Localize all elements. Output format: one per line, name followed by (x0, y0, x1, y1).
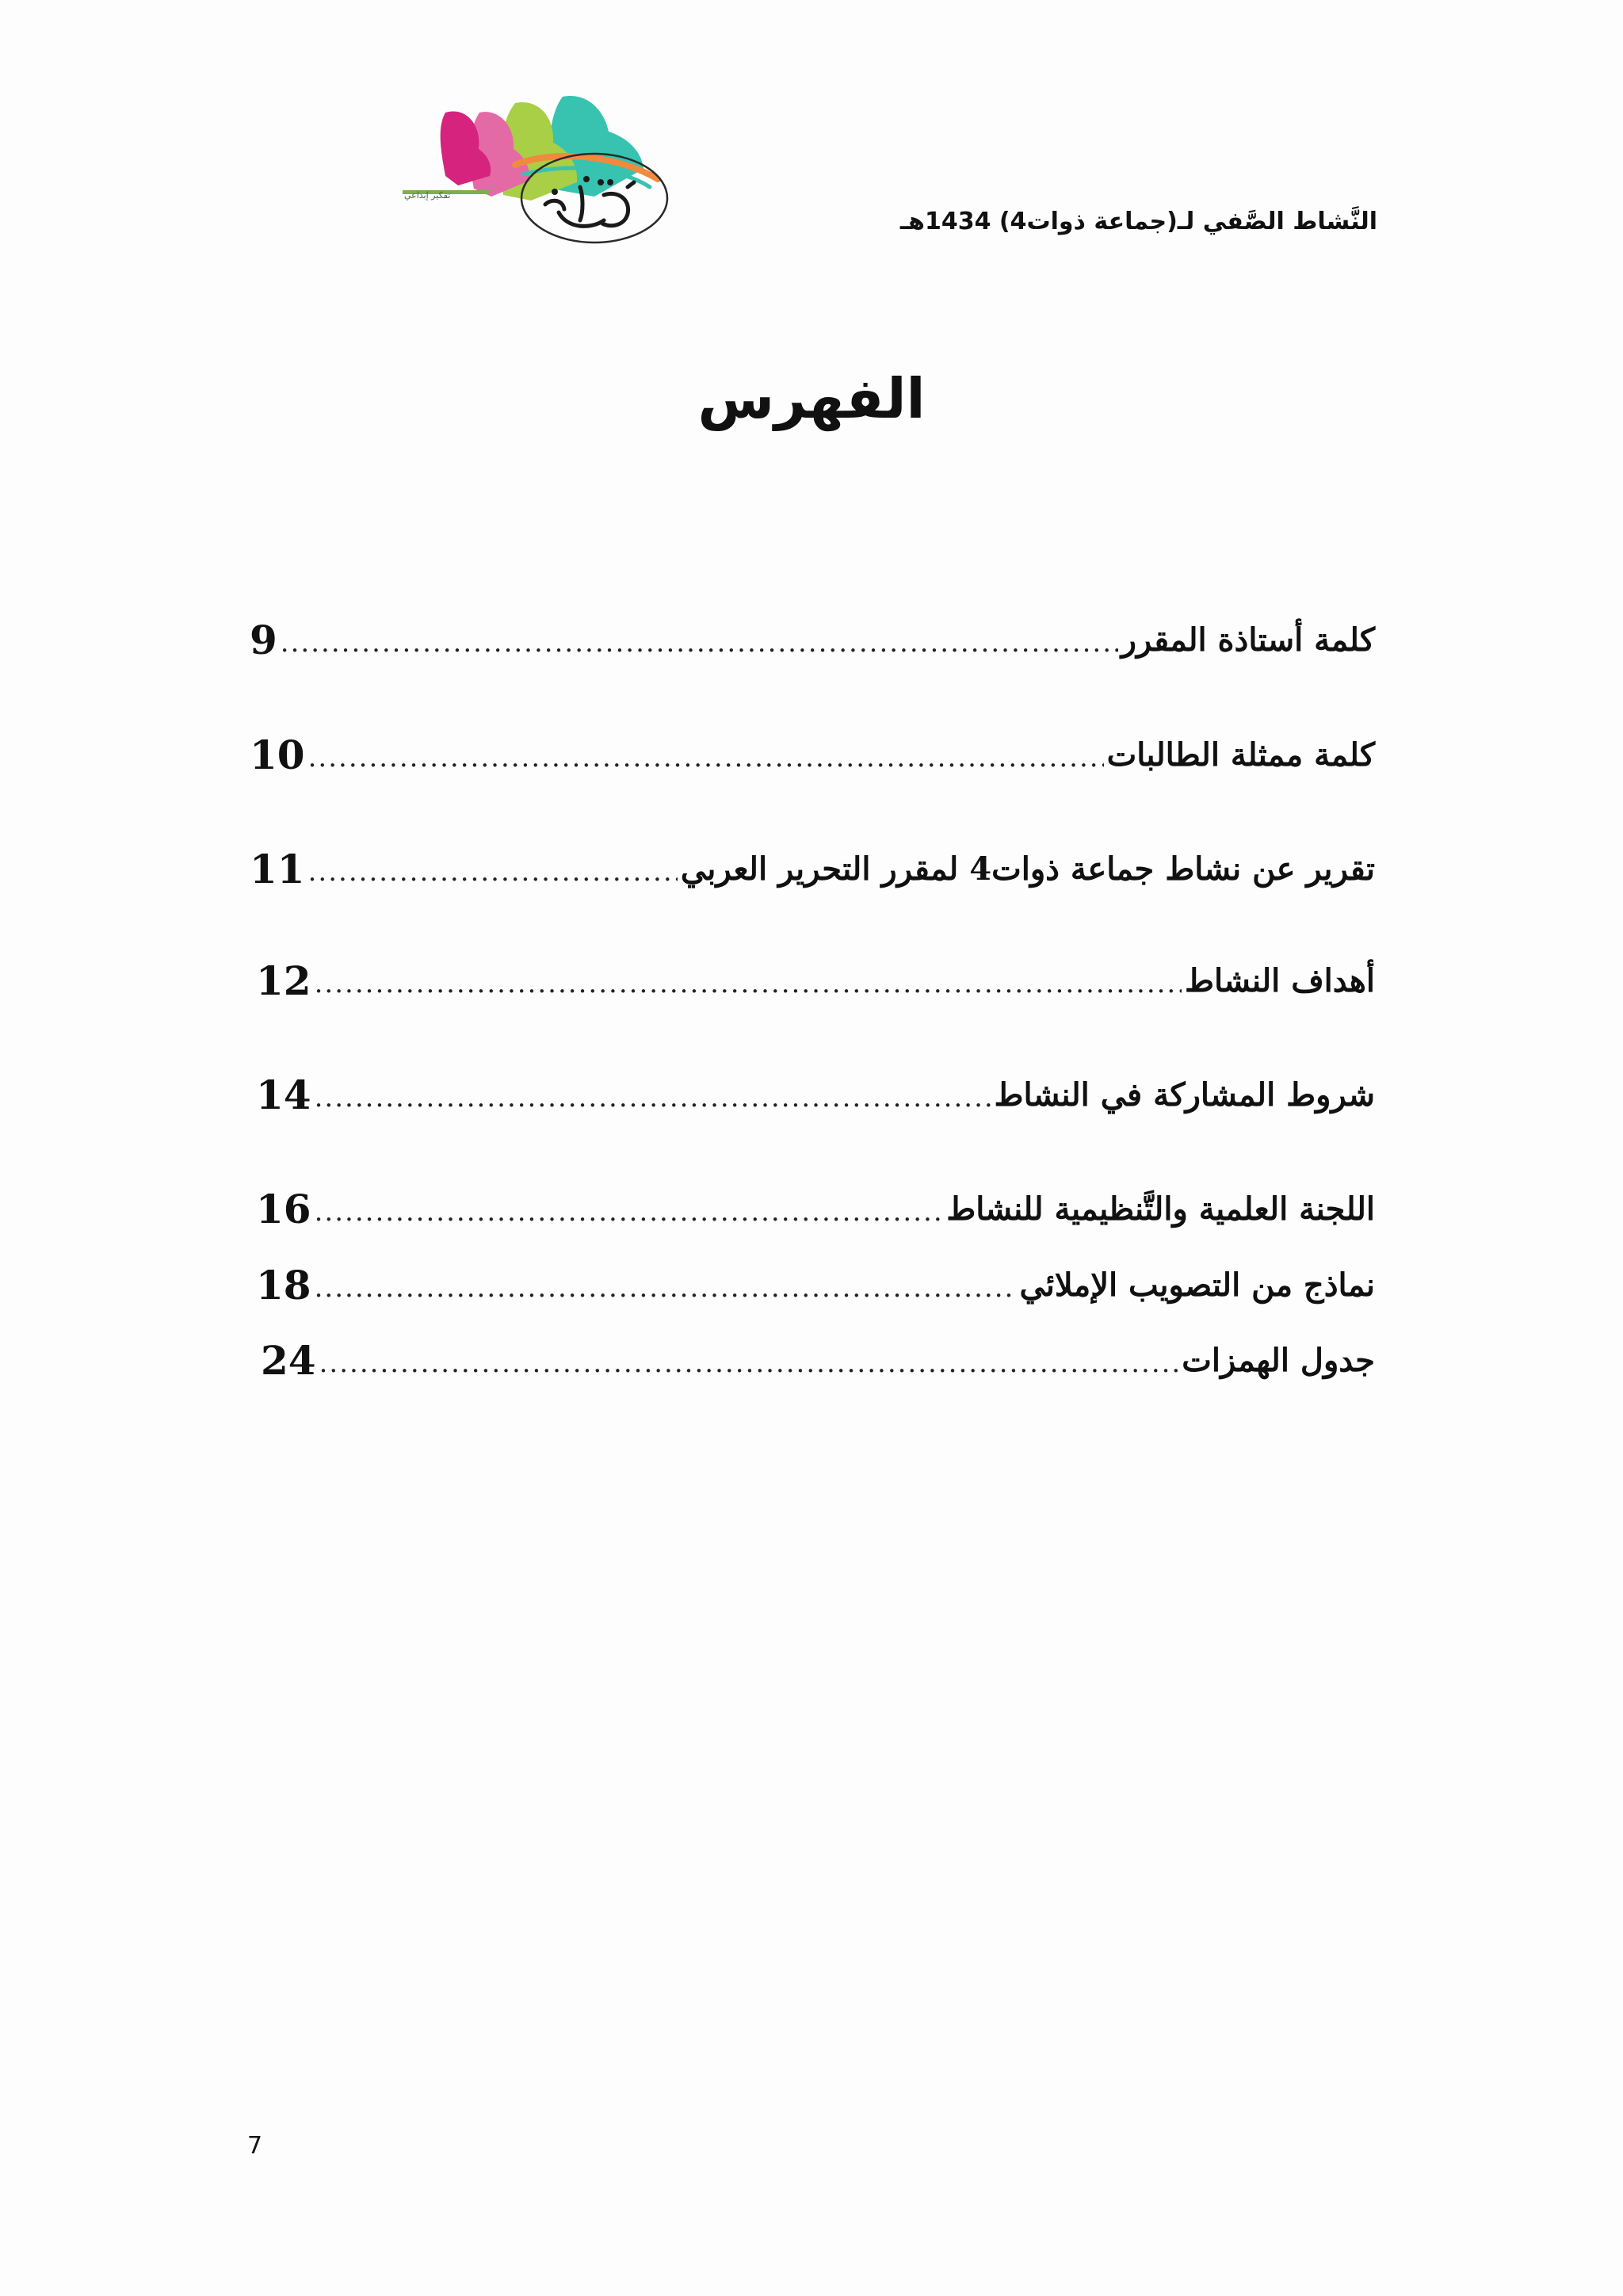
page-number: 7 (247, 2132, 263, 2160)
toc-leader-dots (315, 1265, 1017, 1305)
toc-item-label: تقرير عن نشاط جماعة ذوات4 لمقرر التحرير العربي (680, 850, 1375, 888)
page-title: الفهرس (697, 366, 926, 431)
toc-item[interactable] (250, 1183, 1375, 1234)
toc-leader-dots (308, 735, 1104, 774)
toc-leader-dots (315, 1075, 991, 1114)
toc-page-number: 14 (256, 1071, 311, 1118)
toc-leader-dots (319, 1340, 1179, 1380)
toc-item-label: جدول الهمزات (1182, 1341, 1375, 1379)
toc-item[interactable] (250, 1259, 1375, 1310)
toc-item-label: أهداف النشاط (1185, 961, 1375, 999)
table-of-contents (250, 0, 1375, 2296)
toc-leader-dots (281, 620, 1118, 659)
toc-item[interactable] (250, 955, 1375, 1006)
toc-item-label: شروط المشاركة في النشاط (994, 1075, 1375, 1114)
toc-item[interactable] (250, 1335, 1375, 1385)
toc-leader-dots (315, 1189, 944, 1228)
toc-item-label: اللجنة العلمية والتَّنظيمية للنشاط (946, 1190, 1375, 1228)
toc-item[interactable] (250, 729, 1375, 780)
toc-item-label: كلمة أستاذة المقرر (1121, 621, 1375, 659)
toc-leader-dots (308, 849, 678, 888)
running-header: النَّشاط الصَّفي لـ(جماعة ذوات4) 1434هـ (899, 208, 1377, 235)
toc-page-number: 24 (261, 1336, 316, 1384)
toc-page-number: 9 (250, 616, 277, 663)
toc-item-label: كلمة ممثلة الطالبات (1106, 735, 1375, 774)
toc-page-number: 11 (250, 845, 305, 892)
logo-tagline: تفكير إبداعي (404, 190, 451, 201)
toc-item[interactable] (250, 1069, 1375, 1120)
toc-item-label: نماذج من التصويب الإملائي (1019, 1266, 1375, 1304)
toc-page-number: 10 (250, 731, 305, 778)
toc-page-number: 18 (256, 1261, 311, 1308)
toc-page-number: 12 (256, 957, 311, 1004)
toc-item[interactable] (250, 614, 1375, 665)
toc-page-number: 16 (256, 1185, 311, 1232)
toc-item[interactable] (250, 843, 1375, 894)
toc-leader-dots (315, 961, 1182, 1000)
